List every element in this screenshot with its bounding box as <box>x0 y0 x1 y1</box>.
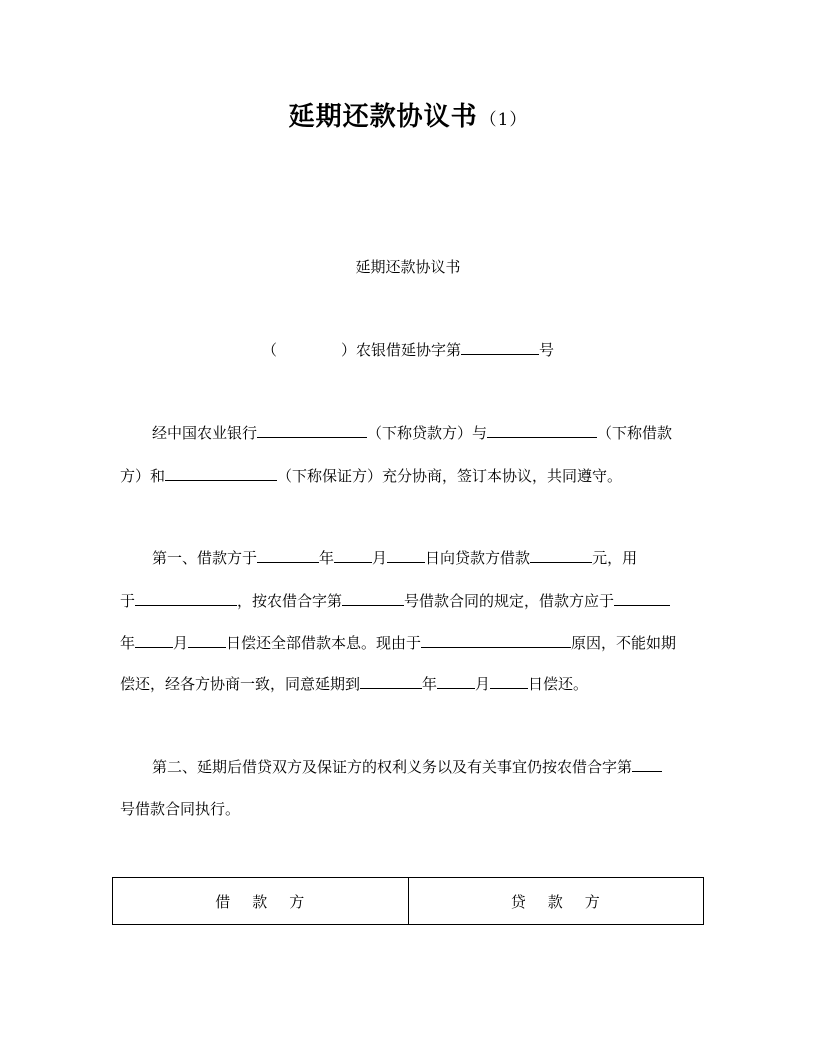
art1-line4 <box>120 673 700 694</box>
extend-year-blank <box>360 673 422 689</box>
loan-year-blank <box>257 547 319 563</box>
due-day-blank <box>188 632 226 648</box>
art2-text-b: 号借款合同执行。 <box>120 800 241 818</box>
document-number-line <box>0 339 816 360</box>
docno-label: ）农银借延协字第 <box>340 341 461 359</box>
extend-day-blank <box>490 673 528 689</box>
art2-contract-blank <box>632 756 662 772</box>
art1-text-o: 月 <box>475 675 491 693</box>
art1-text-g: ，按农借合字第 <box>237 592 343 610</box>
art1-text-b: 年 <box>319 549 335 567</box>
art1-text-m: 偿还，经各方协商一致，同意延期到 <box>120 675 361 693</box>
title-text: 延期还款协议书 <box>288 102 478 132</box>
lender-blank <box>257 422 367 438</box>
art1-line2 <box>120 590 700 611</box>
para1-line2 <box>120 465 700 486</box>
art1-line3 <box>120 632 700 653</box>
art1-text-p: 日偿还。 <box>528 675 589 693</box>
extend-month-blank <box>437 673 475 689</box>
contract-number-blank <box>342 590 404 606</box>
signature-header-row <box>113 878 704 925</box>
art1-text-d: 日向贷款方借款 <box>425 549 531 567</box>
art1-text-j: 月 <box>173 634 189 652</box>
docno-blank <box>461 339 539 355</box>
art1-text-k: 日偿还全部借款本息。现由于 <box>226 634 422 652</box>
loan-month-blank <box>334 547 372 563</box>
borrower-header: 借款方 <box>113 878 409 925</box>
reason-blank <box>421 632 571 648</box>
art1-text-h: 号借款合同的规定，借款方应于 <box>404 592 615 610</box>
guarantor-blank <box>165 465 277 481</box>
loan-amount-blank <box>530 547 592 563</box>
art1-text-i: 年 <box>120 634 136 652</box>
art2-line1 <box>120 756 732 777</box>
art1-text-n: 年 <box>422 675 438 693</box>
art1-line1 <box>120 547 732 568</box>
title-suffix: （1） <box>479 110 528 130</box>
para1-text-a: 经中国农业银行 <box>152 424 258 442</box>
art1-text-f: 于 <box>120 592 136 610</box>
para1-text-c: （下称借款 <box>597 424 673 442</box>
art2-text-a: 第二、延期后借贷双方及保证方的权利义务以及有关事宜仍按农借合字第 <box>152 758 633 776</box>
due-year-blank <box>614 590 670 606</box>
art1-text-c: 月 <box>372 549 388 567</box>
document-subtitle: 延期还款协议书 <box>355 258 461 276</box>
due-month-blank <box>135 632 173 648</box>
document-title <box>0 96 816 133</box>
lender-header: 贷款方 <box>408 878 704 925</box>
art2-line2 <box>120 798 700 819</box>
para1-text-b: （下称贷款方）与 <box>367 424 488 442</box>
para1-text-e: （下称保证方）充分协商，签订本协议，共同遵守。 <box>277 467 623 485</box>
docno-open-paren: （ <box>261 341 277 359</box>
art1-text-l: 原因，不能如期 <box>571 634 677 652</box>
borrower-blank <box>487 422 597 438</box>
para1-text-d: 方）和 <box>120 467 166 485</box>
para1-line1 <box>120 422 732 443</box>
art1-text-a: 第一、借款方于 <box>152 549 258 567</box>
loan-day-blank <box>387 547 425 563</box>
signature-table <box>112 877 704 925</box>
docno-end: 号 <box>539 341 555 359</box>
art1-text-e: 元，用 <box>592 549 638 567</box>
loan-purpose-blank <box>135 590 237 606</box>
